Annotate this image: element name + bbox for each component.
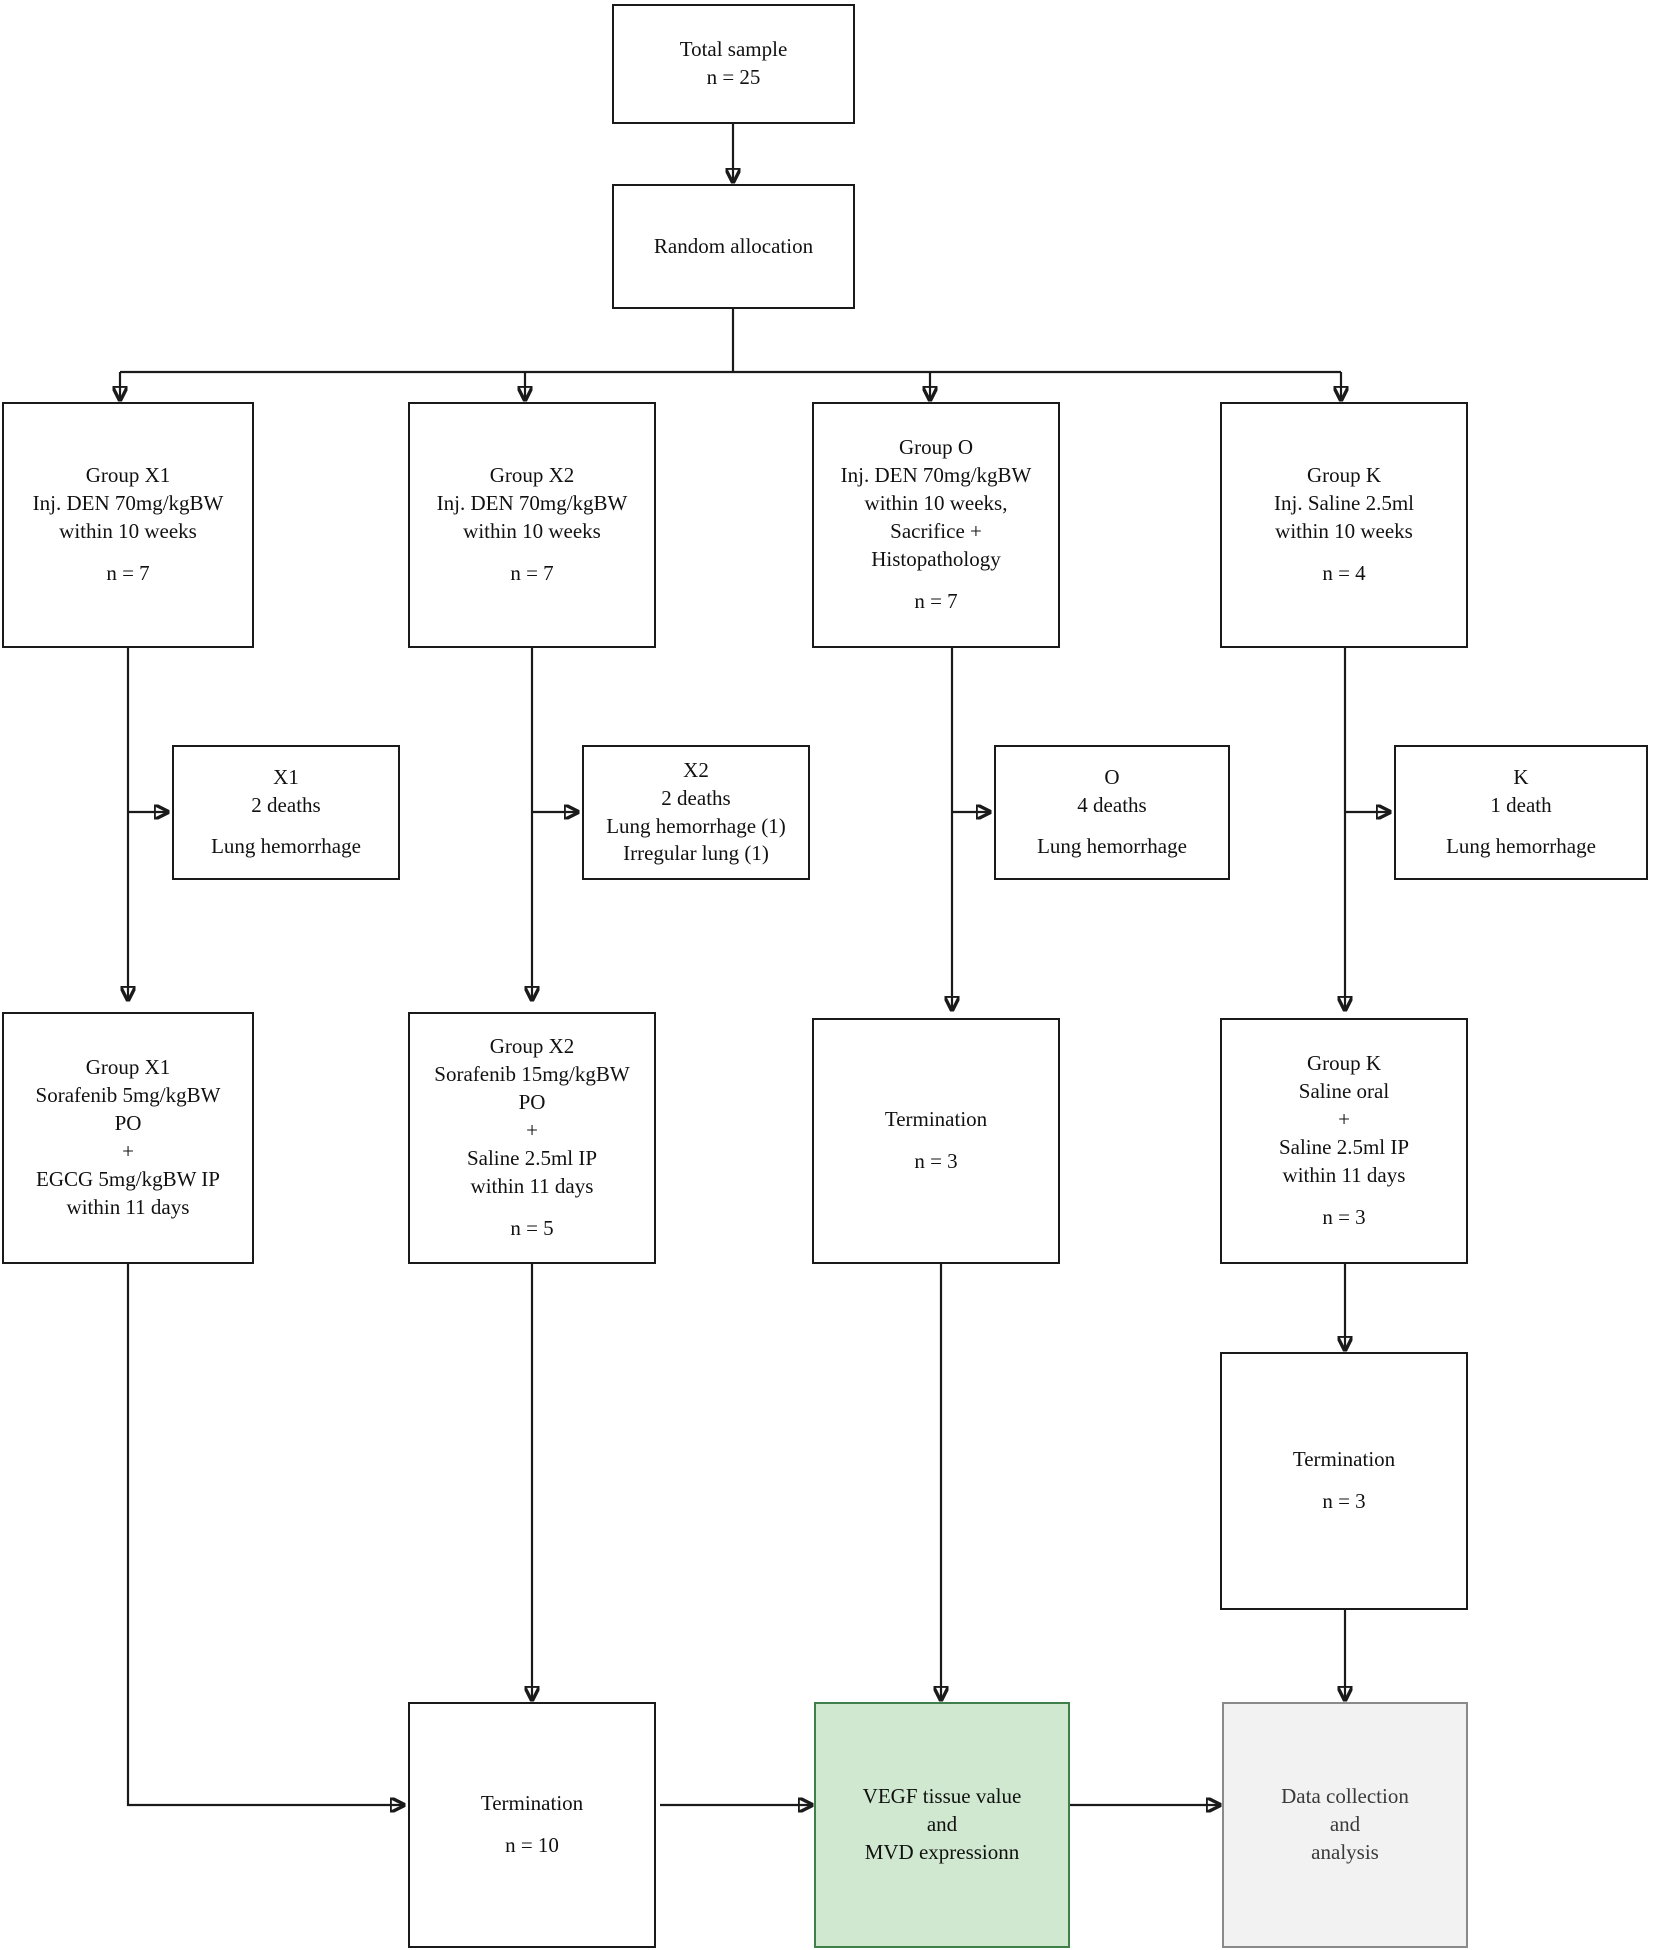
node-line: X2: [683, 757, 709, 782]
node-line: +: [526, 1118, 538, 1143]
node-random-allocation: [612, 184, 855, 309]
node-line: X1: [273, 764, 299, 789]
node-line: Saline oral: [1298, 1079, 1390, 1104]
node-line: +: [122, 1139, 134, 1163]
node-line: Data collection: [1281, 1784, 1409, 1809]
node-line: within 11 days: [470, 1173, 594, 1198]
node-deaths-o: [994, 745, 1230, 880]
node-line: Group X1: [85, 463, 171, 488]
node-line: and: [1329, 1812, 1361, 1837]
node-line: n = 4: [1322, 560, 1366, 585]
node-line: Inj. DEN 70mg/kgBW: [840, 463, 1032, 488]
node-line: n = 10: [505, 1833, 559, 1857]
node-line: PO: [518, 1090, 546, 1115]
node-line: within 10 weeks: [59, 519, 197, 543]
node-line: Sacrifice +: [890, 519, 982, 543]
node-treatment-k: [1220, 1018, 1468, 1264]
node-line: n = 3: [1322, 1489, 1366, 1513]
node-line: Inj. Saline 2.5ml: [1274, 491, 1414, 516]
node-line: Inj. DEN 70mg/kgBW: [32, 491, 224, 516]
node-line: Termination: [884, 1107, 988, 1132]
node-line: Lung hemorrhage (1): [606, 813, 786, 838]
node-vegf-mvd: [814, 1702, 1070, 1948]
node-line: n = 25: [706, 65, 761, 89]
node-line: K: [1513, 764, 1529, 789]
node-deaths-x2: [582, 745, 810, 880]
node-line: Random allocation: [653, 233, 814, 258]
node-line: Lung hemorrhage: [1037, 834, 1187, 859]
node-line: Group O: [898, 435, 974, 460]
node-line: Group X2: [489, 1034, 575, 1059]
node-line: n = 7: [106, 560, 150, 585]
node-line: Inj. DEN 70mg/kgBW: [436, 491, 628, 516]
node-treatment-x2: [408, 1012, 656, 1264]
node-deaths-k: [1394, 745, 1648, 880]
node-line: Group K: [1306, 463, 1382, 488]
node-line: +: [1338, 1107, 1350, 1132]
node-line: O: [1104, 764, 1120, 789]
node-group-x2: [408, 402, 656, 648]
node-line: PO: [114, 1111, 142, 1136]
node-line: within 10 weeks,: [864, 491, 1008, 516]
node-line: 4 deaths: [1077, 792, 1147, 817]
node-line: Group X2: [489, 463, 575, 488]
node-line: Termination: [1292, 1447, 1396, 1472]
node-line: Lung hemorrhage: [1446, 834, 1596, 859]
node-line: Sorafenib 5mg/kgBW: [35, 1083, 221, 1108]
node-line: Histopathology: [871, 546, 1001, 571]
node-line: Irregular lung (1): [623, 841, 769, 866]
node-line: 2 deaths: [251, 792, 321, 817]
node-line: Saline 2.5ml IP: [1278, 1135, 1410, 1159]
node-line: Total sample: [679, 37, 788, 62]
node-group-o: [812, 402, 1060, 648]
node-line: Termination: [480, 1791, 584, 1816]
node-line: n = 7: [914, 588, 958, 613]
node-termination-k: [1220, 1352, 1468, 1610]
node-termination-o: [812, 1018, 1060, 1264]
node-group-x1: [2, 402, 254, 648]
node-termination-main: [408, 1702, 656, 1948]
node-line: Group X1: [85, 1055, 171, 1080]
node-data-collection: [1222, 1702, 1468, 1948]
node-line: Sorafenib 15mg/kgBW: [434, 1062, 630, 1087]
node-line: 2 deaths: [661, 785, 731, 810]
node-total-sample: [612, 4, 855, 124]
node-line: within 11 days: [66, 1194, 190, 1219]
node-line: n = 3: [914, 1149, 958, 1173]
node-line: within 11 days: [1282, 1162, 1406, 1187]
node-line: within 10 weeks: [1275, 519, 1413, 543]
node-line: Group K: [1306, 1051, 1382, 1076]
node-line: EGCG 5mg/kgBW IP: [36, 1166, 220, 1191]
node-line: MVD expressionn: [864, 1839, 1020, 1864]
node-line: Lung hemorrhage: [211, 834, 361, 859]
node-line: n = 5: [510, 1215, 554, 1240]
node-line: analysis: [1311, 1839, 1379, 1864]
node-deaths-x1: [172, 745, 400, 880]
node-line: within 10 weeks: [463, 519, 601, 543]
node-line: and: [926, 1812, 958, 1837]
node-line: VEGF tissue value: [862, 1784, 1022, 1809]
node-treatment-x1: [2, 1012, 254, 1264]
node-line: n = 3: [1322, 1204, 1366, 1229]
node-line: n = 7: [510, 560, 554, 585]
node-line: 1 death: [1490, 792, 1552, 817]
node-line: Saline 2.5ml IP: [466, 1145, 598, 1170]
node-group-k: [1220, 402, 1468, 648]
